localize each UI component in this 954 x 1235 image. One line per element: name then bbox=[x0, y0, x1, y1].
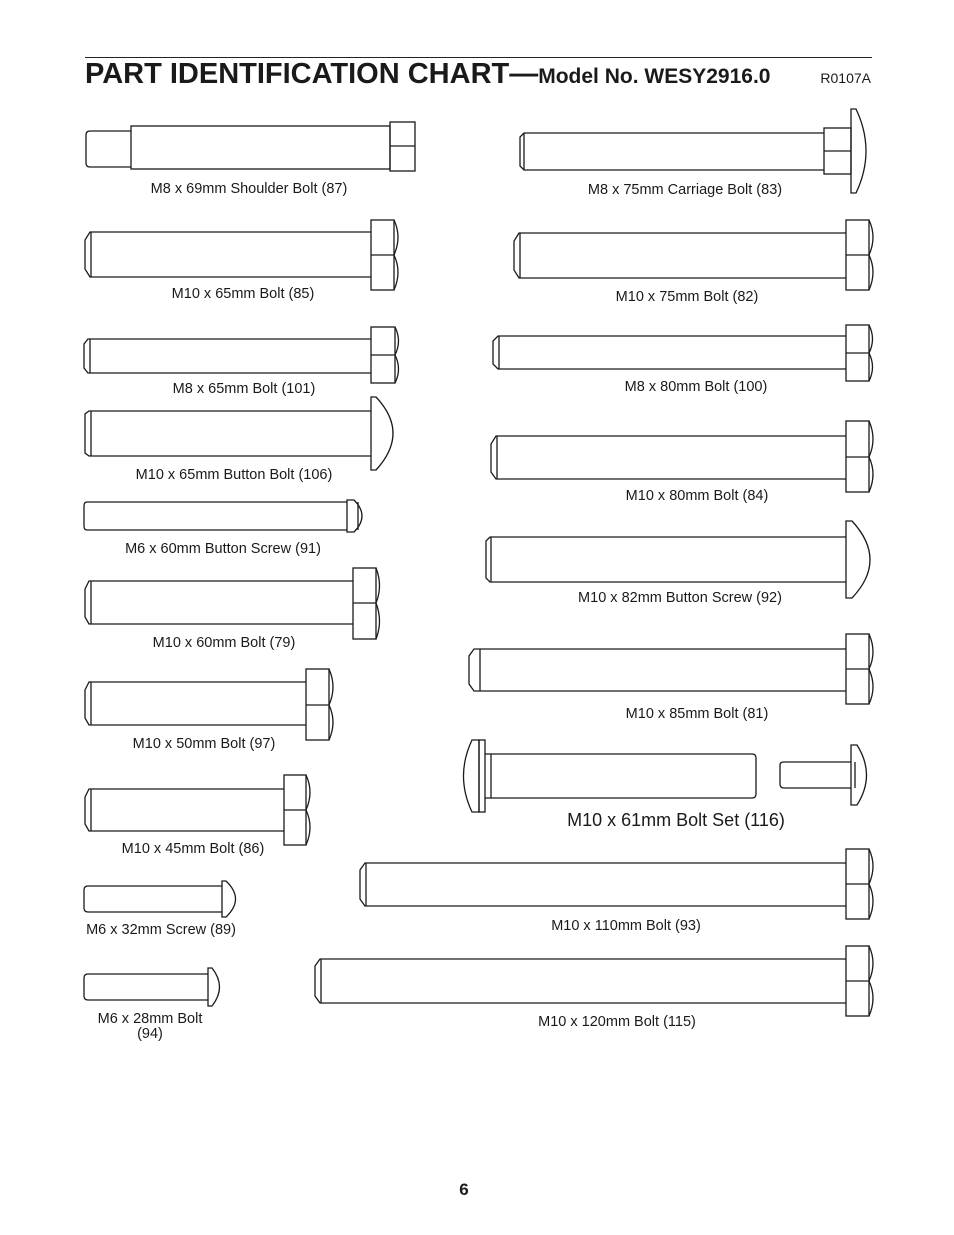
m10-50-bolt-drawing bbox=[85, 669, 333, 740]
m6-28-bolt-drawing bbox=[84, 968, 220, 1006]
m10-65-button-bolt-drawing bbox=[85, 397, 393, 470]
part-label: M10 x 85mm Bolt (81) bbox=[625, 706, 769, 722]
m10-65-bolt-drawing bbox=[85, 220, 398, 290]
page-number: 6 bbox=[459, 1180, 469, 1199]
part-label: M10 x 120mm Bolt (115) bbox=[538, 1014, 696, 1030]
m6-32-screw-drawing bbox=[84, 881, 236, 917]
m10-45-bolt-drawing bbox=[85, 775, 310, 845]
part-label: M8 x 65mm Bolt (101) bbox=[172, 381, 316, 397]
part-label: M10 x 110mm Bolt (93) bbox=[551, 918, 701, 934]
part-label: M10 x 45mm Bolt (86) bbox=[121, 841, 265, 857]
part-label: M8 x 69mm Shoulder Bolt (87) bbox=[150, 181, 348, 197]
part-label: M10 x 50mm Bolt (97) bbox=[132, 736, 276, 752]
document-code: R0107A bbox=[820, 70, 871, 86]
part-label: M8 x 80mm Bolt (100) bbox=[624, 379, 768, 395]
part-label: M10 x 75mm Bolt (82) bbox=[615, 289, 759, 305]
part-label: M8 x 75mm Carriage Bolt (83) bbox=[587, 182, 783, 198]
part-label: M10 x 82mm Button Screw (92) bbox=[578, 590, 782, 606]
part-label: M10 x 65mm Bolt (85) bbox=[171, 286, 315, 302]
m10-120-bolt-drawing bbox=[315, 946, 873, 1016]
model-number: Model No. WESY2916.0 bbox=[538, 65, 771, 88]
m10-60-bolt-drawing bbox=[85, 568, 380, 639]
part-label: M6 x 28mm Bolt (94) bbox=[97, 1011, 203, 1042]
m10-75-bolt-drawing bbox=[514, 220, 873, 290]
shoulder-bolt-drawing bbox=[86, 122, 415, 171]
m10-110-bolt-drawing bbox=[360, 849, 873, 919]
m10-85-bolt-drawing bbox=[469, 634, 873, 704]
part-label: M6 x 32mm Screw (89) bbox=[86, 922, 236, 938]
m8-65-bolt-drawing bbox=[84, 327, 399, 383]
part-label: M10 x 60mm Bolt (79) bbox=[152, 635, 296, 651]
part-label: M10 x 61mm Bolt Set (116) bbox=[567, 810, 785, 830]
carriage-bolt-drawing bbox=[520, 109, 866, 193]
chart-title: PART IDENTIFICATION CHART— bbox=[85, 58, 539, 90]
m10-82-button-screw-drawing bbox=[486, 521, 870, 598]
m10-80-bolt-drawing bbox=[491, 421, 873, 492]
part-label: M10 x 80mm Bolt (84) bbox=[625, 488, 769, 504]
m8-80-bolt-drawing bbox=[493, 325, 873, 381]
part-label: M6 x 60mm Button Screw (91) bbox=[125, 541, 321, 557]
m10-61-bolt-set-drawing bbox=[464, 740, 867, 812]
part-label: M10 x 65mm Button Bolt (106) bbox=[135, 467, 333, 483]
m6-60-button-screw-drawing bbox=[84, 500, 362, 532]
